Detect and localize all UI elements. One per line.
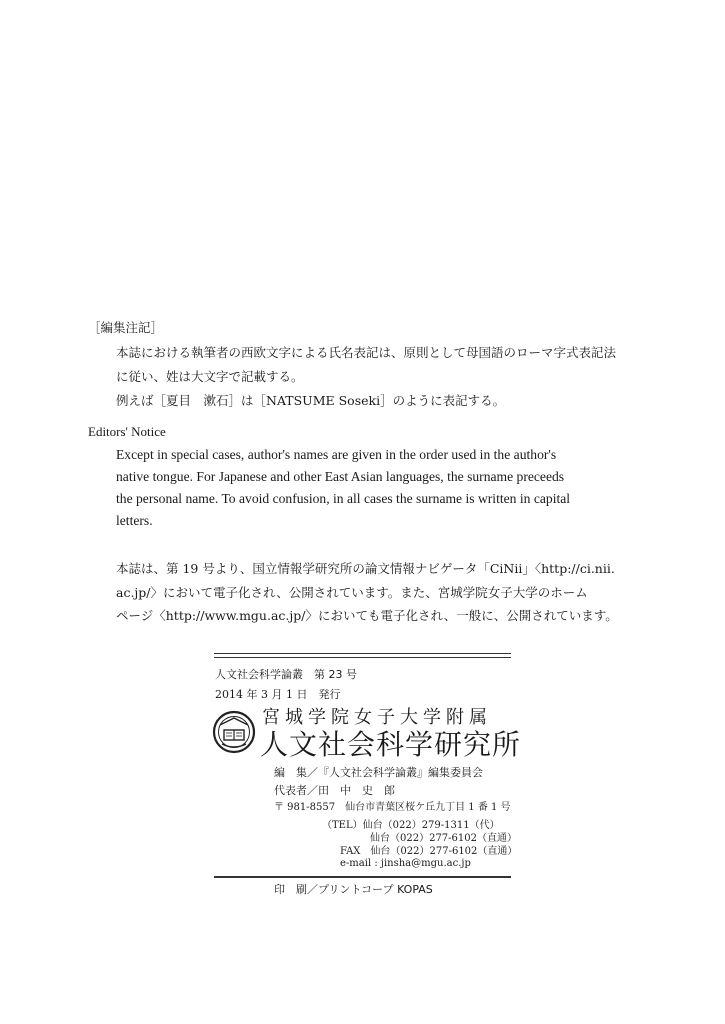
notice-jp-line-1: 本誌における執筆者の西欧文字による氏名表記は、原則として母国語のローマ字式表記法 bbox=[116, 345, 617, 360]
cinii-line-1: 本誌は、第 19 号より、国立情報学研究所の論文情報ナビゲータ「CiNii」〈http://ci.nii. bbox=[116, 561, 615, 576]
university-seal-icon bbox=[212, 710, 256, 754]
colophon-top-rule-1 bbox=[214, 653, 511, 654]
colophon-series: 人文社会科学論叢 第 23 号 bbox=[215, 668, 357, 681]
colophon-printer: 印 刷／プリントコープ KOPAS bbox=[274, 883, 433, 896]
notice-en-line-1: Except in special cases, author's names are given in the order used in the author's bbox=[116, 447, 557, 462]
notice-en-line-2: native tongue. For Japanese and other East Asian languages, the surname preceeds bbox=[116, 469, 565, 484]
notice-jp-line-2: に従い、姓は大文字で記載する。 bbox=[116, 369, 304, 384]
notice-en-line-3: the personal name. To avoid confusion, in all cases the surname is written in capital bbox=[116, 491, 571, 506]
cinii-line-3: ページ〈http://www.mgu.ac.jp/〉においても電子化され、一般に、公開されています。 bbox=[116, 608, 618, 623]
colophon-representative: 代表者／田 中 史 郎 bbox=[274, 784, 395, 797]
colophon-fax: FAX 仙台（022）277-6102（直通） bbox=[340, 846, 518, 857]
colophon-top-rule-2 bbox=[214, 657, 511, 658]
colophon-date: 2014 年 3 月 1 日 発行 bbox=[215, 688, 341, 701]
cinii-line-2: ac.jp/〉において電子化され、公開されています。また、宮城学院女子大学のホーム bbox=[116, 585, 588, 600]
colophon-tel-1: （TEL）仙台（022）279-1311（代） bbox=[322, 820, 500, 831]
colophon-email: e-mail : jinsha@mgu.ac.jp bbox=[340, 858, 471, 869]
institute-name: 人文社会科学研究所 bbox=[260, 728, 522, 761]
colophon-address: 〒 981-8557 仙台市青葉区桜ケ丘九丁目 1 番 1 号 bbox=[274, 802, 511, 813]
university-name: 宮城学院女子大学附属 bbox=[262, 707, 492, 728]
colophon-tel-2: 仙台（022）277-6102（直通） bbox=[370, 833, 518, 844]
notice-en-heading: Editors' Notice bbox=[88, 424, 166, 439]
notice-jp-heading: ［編集注記］ bbox=[88, 320, 164, 335]
colophon-bottom-rule bbox=[214, 876, 511, 878]
notice-jp-line-3: 例えば［夏目 漱石］は［NATSUME Soseki］のように表記する。 bbox=[116, 393, 506, 408]
notice-en-line-4: letters. bbox=[116, 513, 153, 528]
colophon-editor: 編 集／『人文社会科学論叢』編集委員会 bbox=[274, 766, 483, 779]
